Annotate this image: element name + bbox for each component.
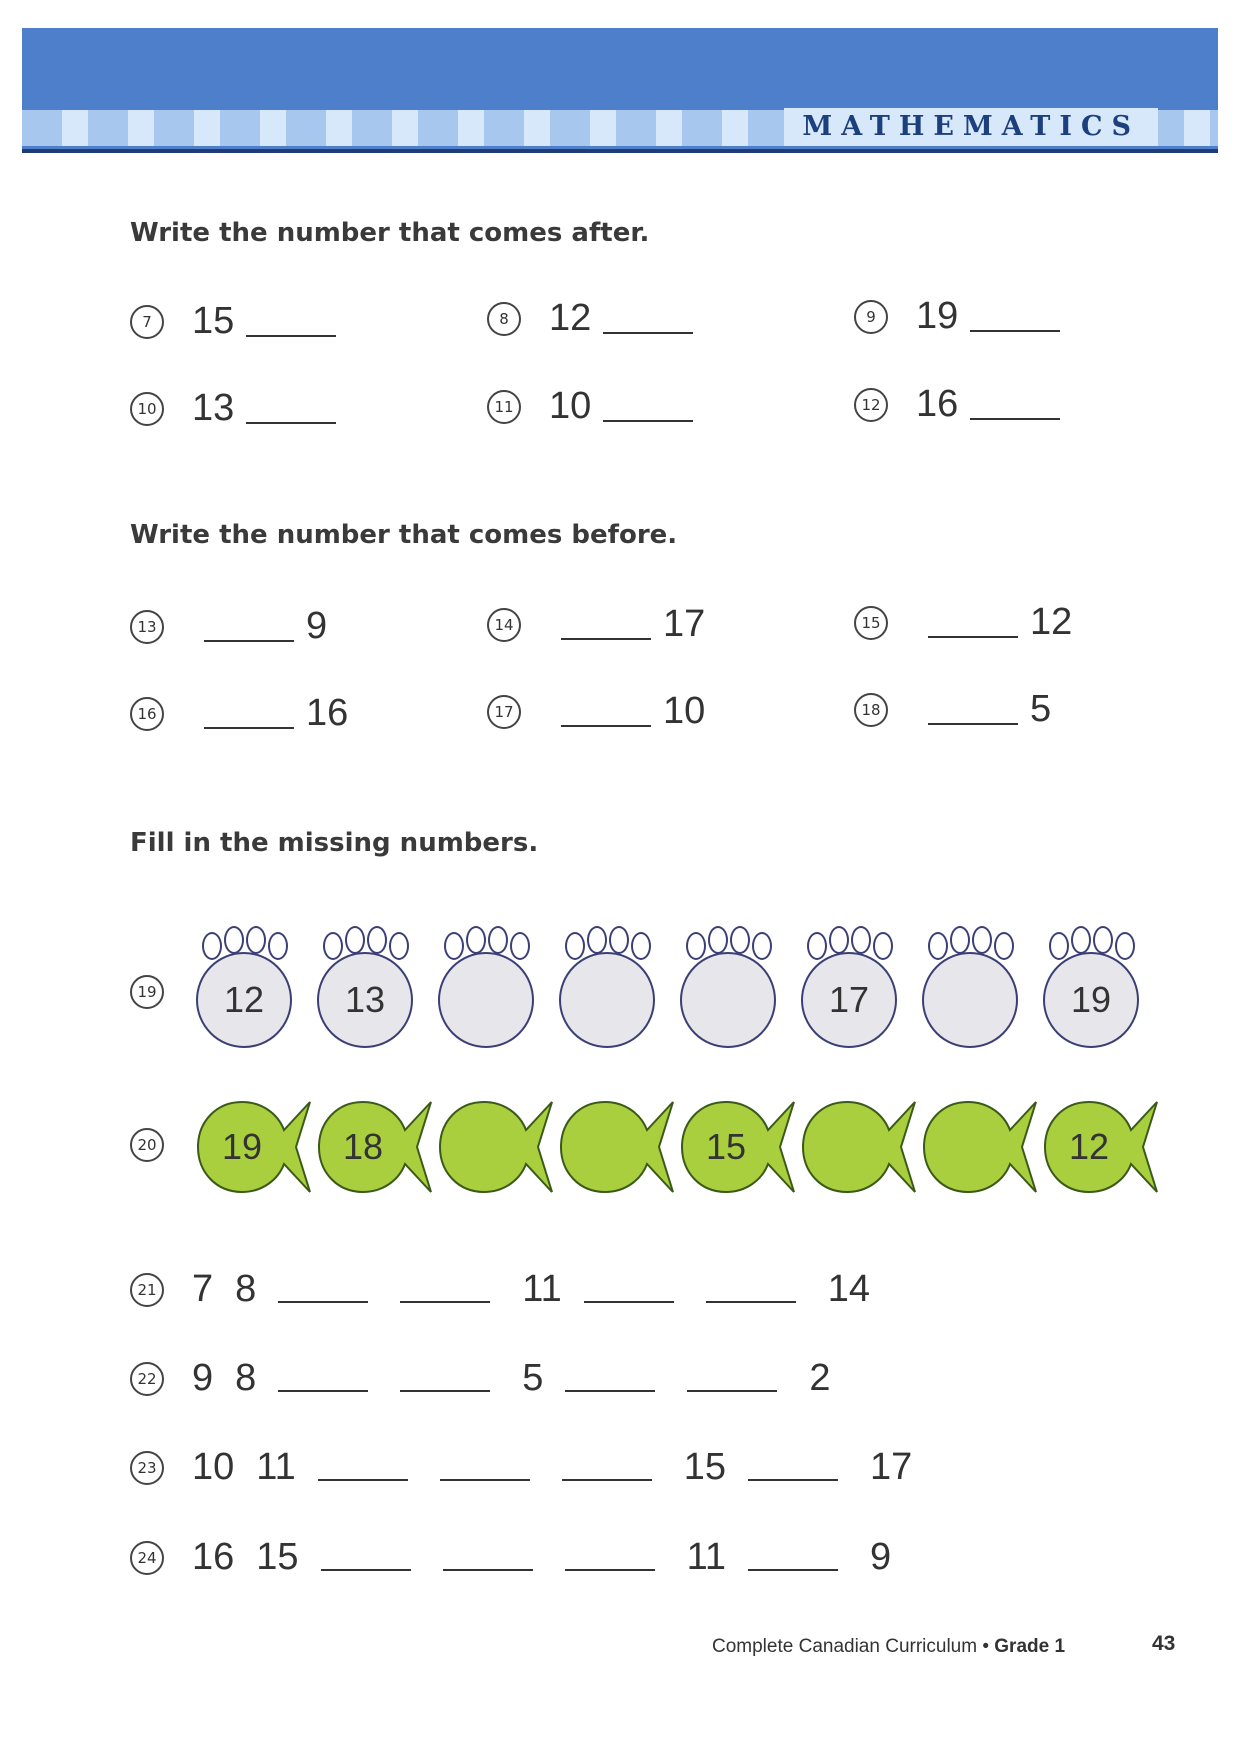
section-before-title: Write the number that comes before.	[130, 520, 678, 550]
fish-5	[680, 1098, 800, 1196]
question-number: 11	[487, 390, 521, 424]
question-number: 21	[130, 1273, 164, 1307]
answer-blank[interactable]	[440, 1451, 530, 1481]
question-15	[854, 601, 1072, 644]
given-number: 17	[663, 603, 706, 645]
given-number: 16	[916, 383, 959, 425]
toe	[444, 932, 464, 960]
toe	[928, 932, 948, 960]
creature-number: 13	[317, 952, 413, 1048]
fish-1	[196, 1098, 316, 1196]
header-rule	[22, 149, 1218, 153]
fish-7[interactable]	[922, 1098, 1042, 1196]
question-18	[854, 688, 1051, 731]
sequence-number: 11	[522, 1268, 562, 1310]
fish-number[interactable]	[801, 1098, 893, 1196]
answer-blank[interactable]	[687, 1362, 777, 1392]
answer-blank[interactable]	[204, 610, 294, 642]
creature-3[interactable]	[438, 924, 538, 1046]
section-missing-title: Fill in the missing numbers.	[130, 828, 539, 858]
subject-title: MATHEMATICS	[784, 108, 1158, 146]
answer-blank[interactable]	[443, 1541, 533, 1571]
answer-blank[interactable]	[321, 1541, 411, 1571]
toe	[488, 926, 508, 954]
toe	[587, 926, 607, 954]
question-number: 16	[130, 697, 164, 731]
toe	[686, 932, 706, 960]
question-number: 24	[130, 1541, 164, 1575]
answer-blank[interactable]	[603, 390, 693, 422]
answer-blank[interactable]	[562, 1451, 652, 1481]
question-number: 20	[130, 1128, 164, 1162]
question-number: 9	[854, 300, 888, 334]
toe	[994, 932, 1014, 960]
answer-blank[interactable]	[246, 305, 336, 337]
creature-toes	[1049, 924, 1139, 954]
creature-1	[196, 924, 296, 1046]
creature-number: 17	[801, 952, 897, 1048]
answer-blank[interactable]	[584, 1273, 674, 1303]
given-number: 10	[663, 690, 706, 732]
creature-5[interactable]	[680, 924, 780, 1046]
question-number: 17	[487, 695, 521, 729]
answer-blank[interactable]	[603, 302, 693, 334]
question-7	[130, 300, 348, 343]
answer-blank[interactable]	[565, 1541, 655, 1571]
question-16	[130, 692, 348, 735]
toe	[829, 926, 849, 954]
question-number: 15	[854, 606, 888, 640]
toe	[224, 926, 244, 954]
toe	[268, 932, 288, 960]
toe	[367, 926, 387, 954]
sequence-number: 10	[192, 1446, 235, 1488]
question-13	[130, 605, 327, 648]
sequence-number: 5	[522, 1357, 544, 1399]
question-8	[487, 297, 705, 340]
toe	[851, 926, 871, 954]
toe	[389, 932, 409, 960]
question-10	[130, 387, 348, 430]
toe	[1093, 926, 1113, 954]
question-number: 23	[130, 1451, 164, 1485]
answer-blank[interactable]	[970, 300, 1060, 332]
toe	[708, 926, 728, 954]
question-9	[854, 295, 1072, 338]
toe	[1071, 926, 1091, 954]
sequence-number: 11	[686, 1536, 727, 1578]
fish-4[interactable]	[559, 1098, 679, 1196]
fish-6[interactable]	[801, 1098, 921, 1196]
sequence-number: 2	[809, 1357, 831, 1399]
toe	[972, 926, 992, 954]
given-number: 5	[1030, 688, 1052, 730]
toe	[609, 926, 629, 954]
question-number: 13	[130, 610, 164, 644]
question-number: 19	[130, 975, 164, 1009]
question-19-label	[130, 975, 192, 1009]
answer-blank[interactable]	[970, 388, 1060, 420]
question-20-label	[130, 1128, 192, 1162]
answer-blank[interactable]	[706, 1273, 796, 1303]
question-number: 8	[487, 302, 521, 336]
answer-blank[interactable]	[928, 693, 1018, 725]
given-number: 10	[549, 385, 592, 427]
toe	[950, 926, 970, 954]
given-number: 12	[549, 297, 592, 339]
sequence-number: 15	[256, 1536, 299, 1578]
toe	[730, 926, 750, 954]
creature-number[interactable]	[438, 952, 534, 1048]
question-21	[130, 1268, 892, 1311]
toe	[752, 932, 772, 960]
answer-blank[interactable]	[928, 606, 1018, 638]
creature-2	[317, 924, 417, 1046]
answer-blank[interactable]	[246, 392, 336, 424]
toe	[807, 932, 827, 960]
given-number: 19	[916, 295, 959, 337]
toe	[466, 926, 486, 954]
answer-blank[interactable]	[748, 1451, 838, 1481]
toe	[873, 932, 893, 960]
creature-toes	[323, 924, 413, 954]
creature-toes	[202, 924, 292, 954]
question-11	[487, 385, 705, 428]
question-number: 18	[854, 693, 888, 727]
sequence-number: 15	[683, 1446, 727, 1488]
question-number: 14	[487, 608, 521, 642]
answer-blank[interactable]	[278, 1362, 368, 1392]
answer-blank[interactable]	[318, 1451, 408, 1481]
creature-8	[1043, 924, 1143, 1046]
toe	[1115, 932, 1135, 960]
question-number: 10	[130, 392, 164, 426]
creature-toes	[686, 924, 776, 954]
question-17	[487, 690, 705, 733]
answer-blank[interactable]	[204, 697, 294, 729]
sequence-number: 14	[827, 1268, 871, 1310]
question-14	[487, 603, 705, 646]
given-number: 13	[192, 387, 235, 429]
toe	[1049, 932, 1069, 960]
sequence-number: 8	[235, 1357, 257, 1399]
creature-toes	[807, 924, 897, 954]
fish-number: 15	[705, 1126, 747, 1167]
question-number: 7	[130, 305, 164, 339]
answer-blank[interactable]	[400, 1273, 490, 1303]
fish-number[interactable]	[559, 1098, 651, 1196]
sequence-number: 16	[192, 1536, 235, 1578]
given-number: 12	[1030, 601, 1073, 643]
fish-8	[1043, 1098, 1163, 1196]
footer-credit	[712, 1636, 1065, 1658]
answer-blank[interactable]	[400, 1362, 490, 1392]
sequence-number: 8	[235, 1268, 257, 1310]
question-22	[130, 1357, 853, 1400]
given-number: 15	[192, 300, 235, 342]
question-number: 12	[854, 388, 888, 422]
fish-3[interactable]	[438, 1098, 558, 1196]
toe	[631, 932, 651, 960]
fish-number[interactable]	[922, 1098, 1014, 1196]
toe	[202, 932, 222, 960]
creature-4[interactable]	[559, 924, 659, 1046]
question-23	[130, 1446, 934, 1489]
toe	[345, 926, 365, 954]
fish-number: 19	[221, 1126, 263, 1167]
footer-grade: Grade 1	[994, 1636, 1066, 1657]
creature-number: 12	[196, 952, 292, 1048]
page-number: 43	[1152, 1632, 1176, 1655]
question-12	[854, 383, 1072, 426]
given-number: 9	[306, 605, 328, 647]
creature-number: 19	[1043, 952, 1139, 1048]
sequence-number: 9	[192, 1357, 214, 1399]
question-24	[130, 1536, 913, 1579]
toe	[565, 932, 585, 960]
creature-number[interactable]	[680, 952, 776, 1048]
question-number: 22	[130, 1362, 164, 1396]
creature-number[interactable]	[559, 952, 655, 1048]
creature-number[interactable]	[922, 952, 1018, 1048]
answer-blank[interactable]	[278, 1273, 368, 1303]
toe	[323, 932, 343, 960]
toe	[510, 932, 530, 960]
creature-7[interactable]	[922, 924, 1022, 1046]
sequence-number: 11	[256, 1446, 296, 1488]
toe	[246, 926, 266, 954]
creature-toes	[565, 924, 655, 954]
creature-toes	[444, 924, 534, 954]
creature-toes	[928, 924, 1018, 954]
creature-6	[801, 924, 901, 1046]
header-banner	[22, 28, 1218, 153]
footer-text: Complete Canadian Curriculum •	[712, 1636, 995, 1657]
sequence-number: 7	[192, 1268, 214, 1310]
fish-number: 18	[342, 1126, 384, 1167]
fish-number: 12	[1068, 1126, 1110, 1167]
section-after-title: Write the number that comes after.	[130, 218, 650, 248]
sequence-number: 9	[870, 1536, 892, 1578]
given-number: 16	[306, 692, 349, 734]
fish-2	[317, 1098, 437, 1196]
fish-number[interactable]	[438, 1098, 530, 1196]
answer-blank[interactable]	[748, 1541, 838, 1571]
sequence-number: 17	[870, 1446, 913, 1488]
answer-blank[interactable]	[561, 695, 651, 727]
answer-blank[interactable]	[561, 608, 651, 640]
answer-blank[interactable]	[565, 1362, 655, 1392]
